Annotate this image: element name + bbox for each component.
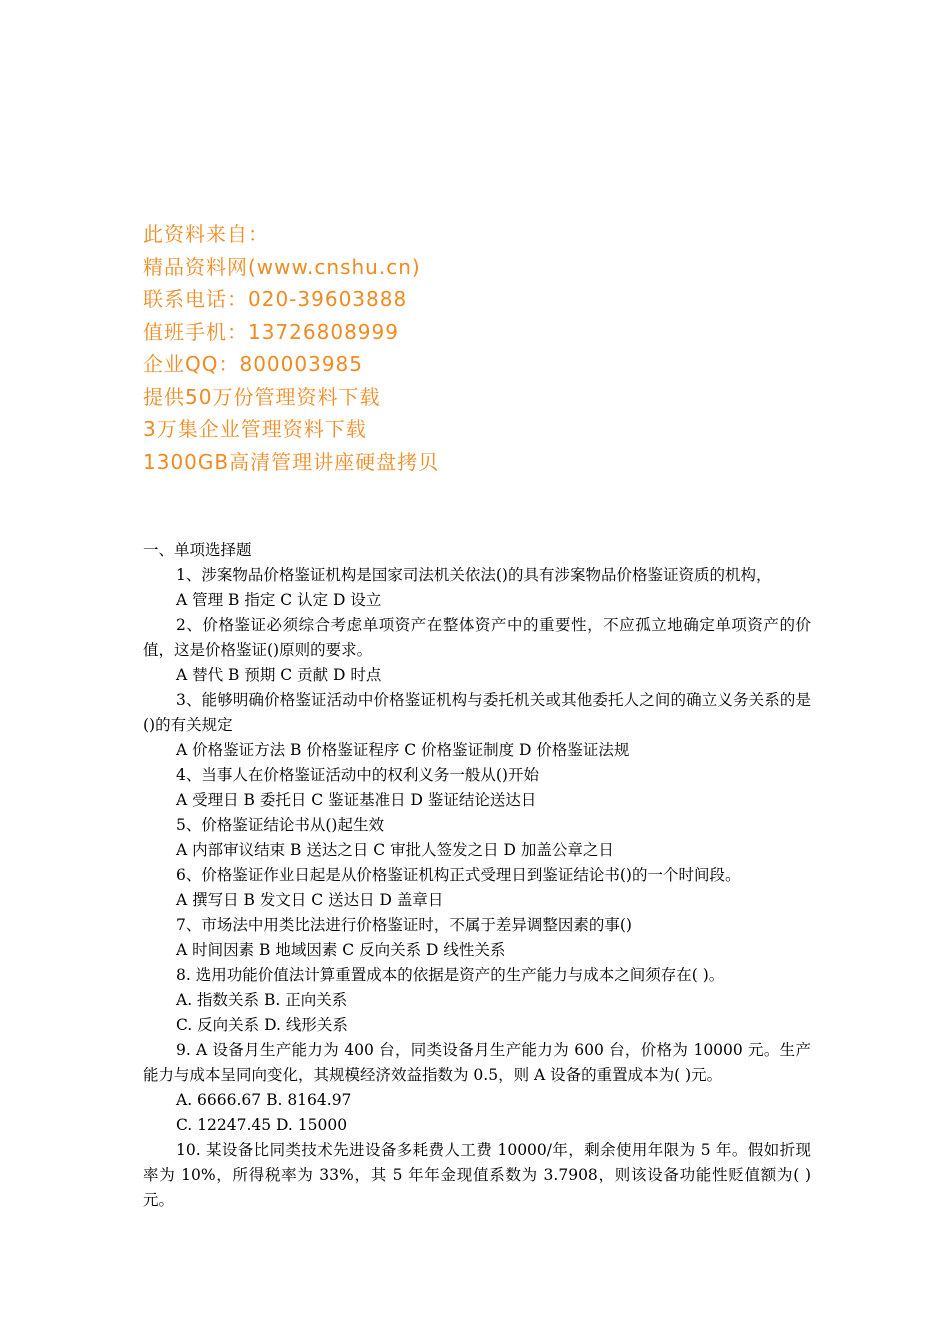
question-text: 8. 选用功能价值法计算重置成本的依据是资产的生产能力与成本之间须存在( )。	[176, 966, 725, 984]
question-text: 2、价格鉴证必须综合考虑单项资产在整体资产中的重要性，不应孤立地确定单项资产的价值，这是价格鉴证()原则的要求。	[143, 616, 811, 659]
question-options: A 受理日 B 委托日 C 鉴证基准日 D 鉴证结论送达日	[176, 791, 537, 809]
question-text: 6、价格鉴证作业日起是从价格鉴证机构正式受理日到鉴证结论书()的一个时间段。	[176, 866, 741, 884]
promo-line: 联系电话：020-39603888	[143, 287, 408, 311]
question-options: A. 6666.67 B. 8164.97	[176, 1091, 352, 1109]
question-options: A 时间因素 B 地域因素 C 反向关系 D 线性关系	[176, 941, 506, 959]
question-text: 10. 某设备比同类技术先进设备多耗费人工费 10000/年，剩余使用年限为 5 年。假如折现率为 10%，所得税率为 33%，其 5 年年金现值系数为 3.7908，则该设备功能性贬值额为( )元。	[143, 1141, 811, 1209]
promo-line: 1300GB高清管理讲座硬盘拷贝	[143, 449, 440, 474]
question-options: A 内部审议结束 B 送达之日 C 审批人签发之日 D 加盖公章之日	[176, 841, 614, 859]
promo-line: 值班手机：13726808999	[143, 319, 399, 344]
question-options: A 替代 B 预期 C 贡献 D 时点	[176, 666, 382, 684]
promo-line: 此资料来自：	[143, 222, 269, 246]
promo-block	[143, 218, 663, 478]
question-text: 3、能够明确价格鉴证活动中价格鉴证机构与委托机关或其他委托人之间的确立义务关系的是()的有关规定	[143, 691, 811, 734]
question-text: 5、价格鉴证结论书从()起生效	[176, 816, 384, 834]
promo-line: 企业QQ：800003985	[143, 352, 364, 376]
question-content	[143, 538, 811, 1213]
question-text: 1、涉案物品价格鉴证机构是国家司法机关依法()的具有涉案物品价格鉴证资质的机构，	[176, 566, 772, 584]
question-options: C. 反向关系 D. 线形关系	[176, 1016, 348, 1034]
question-text: 9. A 设备月生产能力为 400 台，同类设备月生产能力为 600 台，价格为 10000 元。生产能力与成本呈同向变化，其规模经济效益指数为 0.5，则 A 设备的重置成本为( )元。	[143, 1041, 811, 1084]
promo-line: 提供50万份管理资料下载	[143, 384, 381, 409]
promo-line: 3万集企业管理资料下载	[143, 417, 367, 441]
question-text: 7、市场法中用类比法进行价格鉴证时，不属于差异调整因素的事()	[176, 916, 632, 934]
section-title: 一、单项选择题	[143, 541, 252, 559]
question-options: A 撰写日 B 发文日 C 送达日 D 盖章日	[176, 891, 444, 909]
question-options: A. 指数关系 B. 正向关系	[176, 991, 348, 1009]
question-options: A 价格鉴证方法 B 价格鉴证程序 C 价格鉴证制度 D 价格鉴证法规	[176, 741, 630, 759]
question-text: 4、当事人在价格鉴证活动中的权利义务一般从()开始	[176, 766, 539, 784]
question-options: C. 12247.45 D. 15000	[176, 1116, 348, 1134]
promo-line: 精品资料网(www.cnshu.cn)	[143, 254, 421, 279]
question-options: A 管理 B 指定 C 认定 D 设立	[176, 591, 382, 609]
